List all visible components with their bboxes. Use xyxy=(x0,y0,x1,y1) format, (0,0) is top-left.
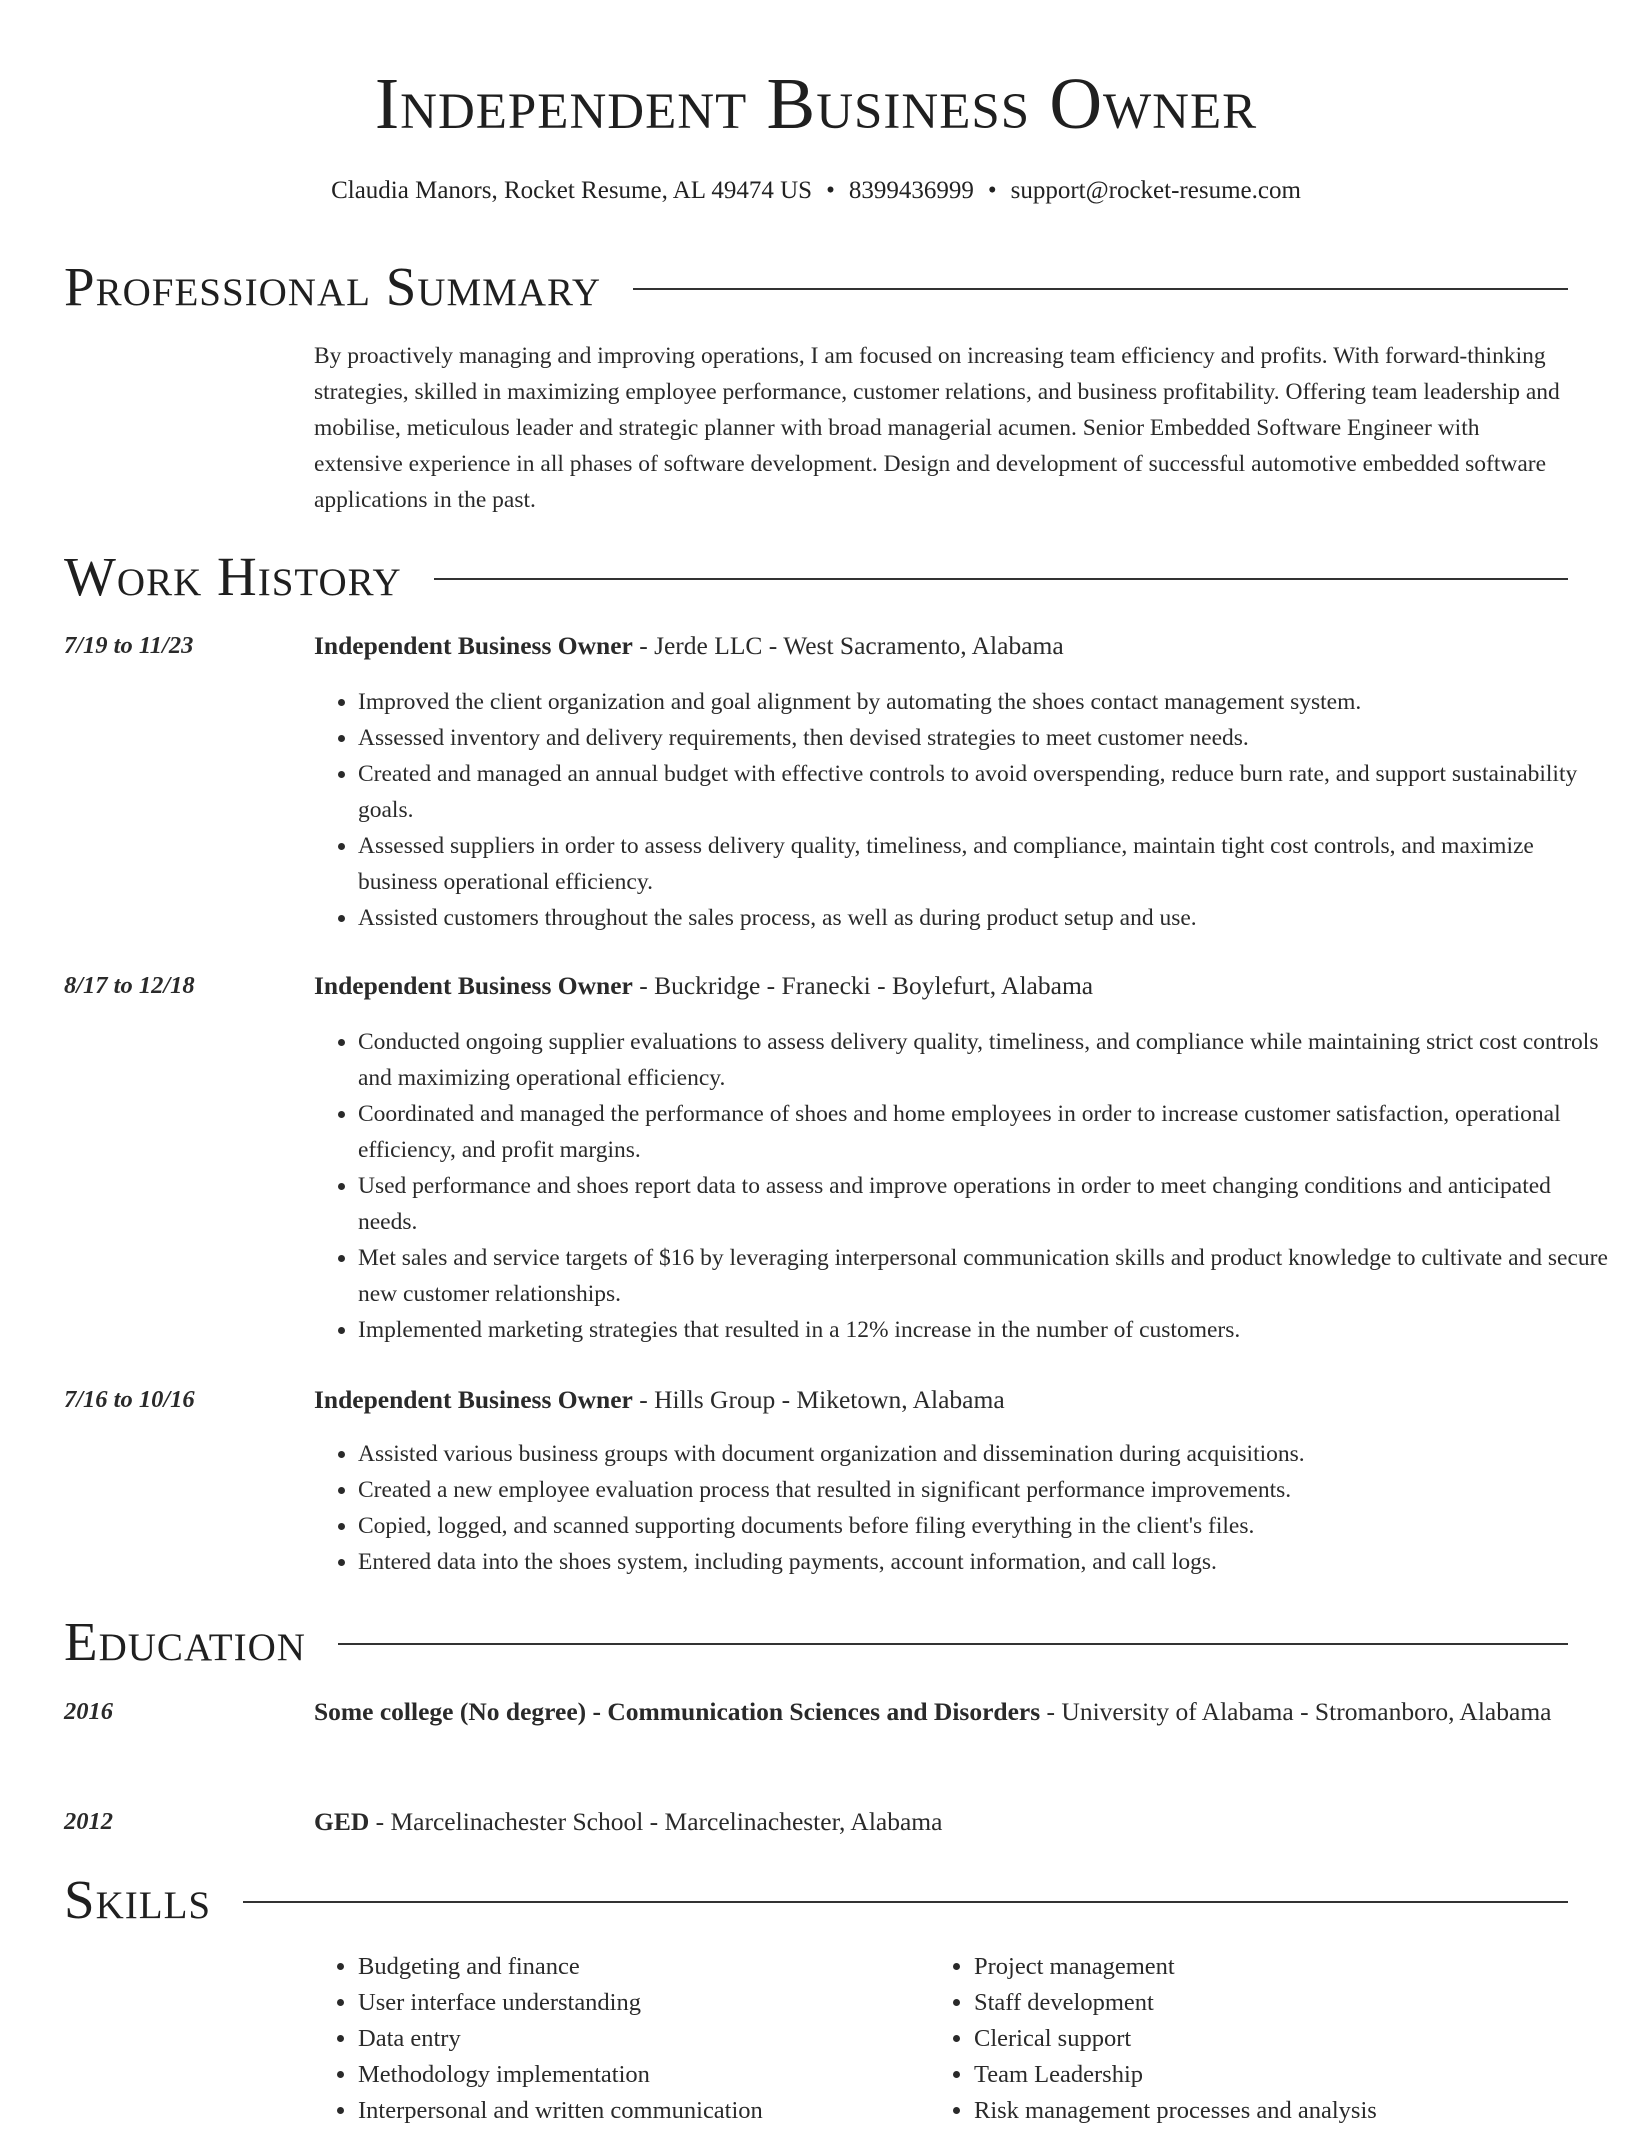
skill-item: • Staff development xyxy=(974,1985,1594,2021)
skill-item: • Budgeting and finance xyxy=(358,1949,918,1985)
education-entry xyxy=(314,1693,1568,1731)
section-professional-summary xyxy=(64,252,1568,322)
section-rule xyxy=(243,1901,1568,1903)
section-education xyxy=(64,1607,1568,1677)
skill-item: • Interpersonal and written communication xyxy=(358,2093,918,2129)
section-rule xyxy=(338,1643,1568,1645)
section-rule xyxy=(434,578,1568,580)
job-bullets xyxy=(314,1024,1612,1348)
job-heading xyxy=(314,968,1568,1004)
list-item: • Created and managed an annual budget with effective controls to avoid overspending, reduce burn rate, and support sustainability goals. xyxy=(358,756,1612,828)
list-item: • Conducted ongoing supplier evaluations to assess delivery quality, timeliness, and compliance while maintaining strict cost controls and maximizing operational efficiency. xyxy=(358,1024,1612,1096)
job-title: Independent Business Owner xyxy=(314,631,633,660)
job-dates: 8/17 to 12/18 xyxy=(64,972,195,999)
job-bullets xyxy=(314,684,1612,936)
list-item: • Coordinated and managed the performance of shoes and home employees in order to increase customer satisfaction, operational efficiency, and profit margins. xyxy=(358,1096,1612,1168)
job-title: Independent Business Owner xyxy=(314,971,633,1000)
section-rule xyxy=(633,288,1568,290)
education-entry xyxy=(314,1803,1568,1841)
section-heading: Professional Summary xyxy=(64,256,602,317)
resume-title: Independent Business Owner xyxy=(374,63,1258,144)
contact-phone: 8399436999 xyxy=(848,177,974,204)
education-details: - University of Alabama - Stromanboro, Alabama xyxy=(1040,1697,1552,1726)
contact-email: support@rocket-resume.com xyxy=(1010,177,1301,204)
list-item: • Copied, logged, and scanned supporting documents before filing everything in the client's files. xyxy=(358,1508,1612,1544)
list-item: • Created a new employee evaluation process that resulted in significant performance improvements. xyxy=(358,1472,1612,1508)
skills-list-left xyxy=(314,1949,918,2129)
contact-separator: • xyxy=(826,177,835,204)
job-details: - Hills Group - Miketown, Alabama xyxy=(632,1385,1005,1414)
section-heading: Education xyxy=(64,1611,306,1672)
education-year: 2012 xyxy=(64,1808,113,1835)
skill-item: • Methodology implementation xyxy=(358,2057,918,2093)
list-item: • Met sales and service targets of $16 by leveraging interpersonal communication skills and product knowledge to cultivate and secure new customer relationships. xyxy=(358,1240,1612,1312)
summary-text: By proactively managing and improving operations, I am focused on increasing team efficiency and profits. With forward-thinking strategies, skilled in maximizing employee performance, customer relations, and business profitability. Offering team leadership and mobilise, meticulous leader and strategic planner with broad managerial acumen. Senior Embedded Software Engineer with extensive experience in all phases of software development. Design and development of successful automotive embedded software applications in the past. xyxy=(314,343,1560,513)
skill-item: • Data entry xyxy=(358,2021,918,2057)
contact-separator: • xyxy=(987,177,997,204)
list-item: • Assisted customers throughout the sales process, as well as during product setup and use. xyxy=(358,900,1612,936)
skill-item: • Risk management processes and analysis xyxy=(974,2093,1594,2129)
job-details: - Jerde LLC - West Sacramento, Alabama xyxy=(632,631,1064,660)
list-item: • Entered data into the shoes system, including payments, account information, and call logs. xyxy=(358,1544,1612,1580)
education-degree: Some college (No degree) - Communication Sciences and Disorders xyxy=(314,1697,1041,1726)
section-heading: Work History xyxy=(64,546,402,607)
section-skills xyxy=(64,1865,1568,1935)
job-dates: 7/19 to 11/23 xyxy=(64,632,194,659)
list-item: • Implemented marketing strategies that resulted in a 12% increase in the number of customers. xyxy=(358,1312,1612,1348)
list-item: • Used performance and shoes report data to assess and improve operations in order to meet changing conditions and anticipated needs. xyxy=(358,1168,1612,1240)
list-item: • Assessed suppliers in order to assess delivery quality, timeliness, and compliance, maintain tight cost controls, and maximize business operational efficiency. xyxy=(358,828,1612,900)
skill-item: • Project management xyxy=(974,1949,1594,1985)
section-heading: Skills xyxy=(64,1869,212,1930)
skills-list-right xyxy=(930,1949,1594,2129)
education-details: - Marcelinachester School - Marcelinachester, Alabama xyxy=(369,1807,943,1836)
job-heading xyxy=(314,1382,1568,1418)
job-title: Independent Business Owner xyxy=(314,1385,633,1414)
job-heading xyxy=(314,628,1568,664)
job-dates: 7/16 to 10/16 xyxy=(64,1386,195,1413)
job-bullets xyxy=(314,1436,1612,1580)
list-item: • Assisted various business groups with document organization and dissemination during acquisitions. xyxy=(358,1436,1612,1472)
skill-item: • Clerical support xyxy=(974,2021,1594,2057)
contact-line xyxy=(0,174,1632,208)
education-year: 2016 xyxy=(64,1698,113,1725)
contact-address: Claudia Manors, Rocket Resume, AL 49474 US xyxy=(331,177,813,204)
skill-item: • Team Leadership xyxy=(974,2057,1594,2093)
education-degree: GED xyxy=(314,1807,370,1836)
skill-item: • User interface understanding xyxy=(358,1985,918,2021)
list-item: • Assessed inventory and delivery requirements, then devised strategies to meet customer needs. xyxy=(358,720,1612,756)
job-details: - Buckridge - Franecki - Boylefurt, Alabama xyxy=(632,971,1094,1000)
list-item: • Improved the client organization and goal alignment by automating the shoes contact management system. xyxy=(358,684,1612,720)
section-work-history xyxy=(64,542,1568,612)
